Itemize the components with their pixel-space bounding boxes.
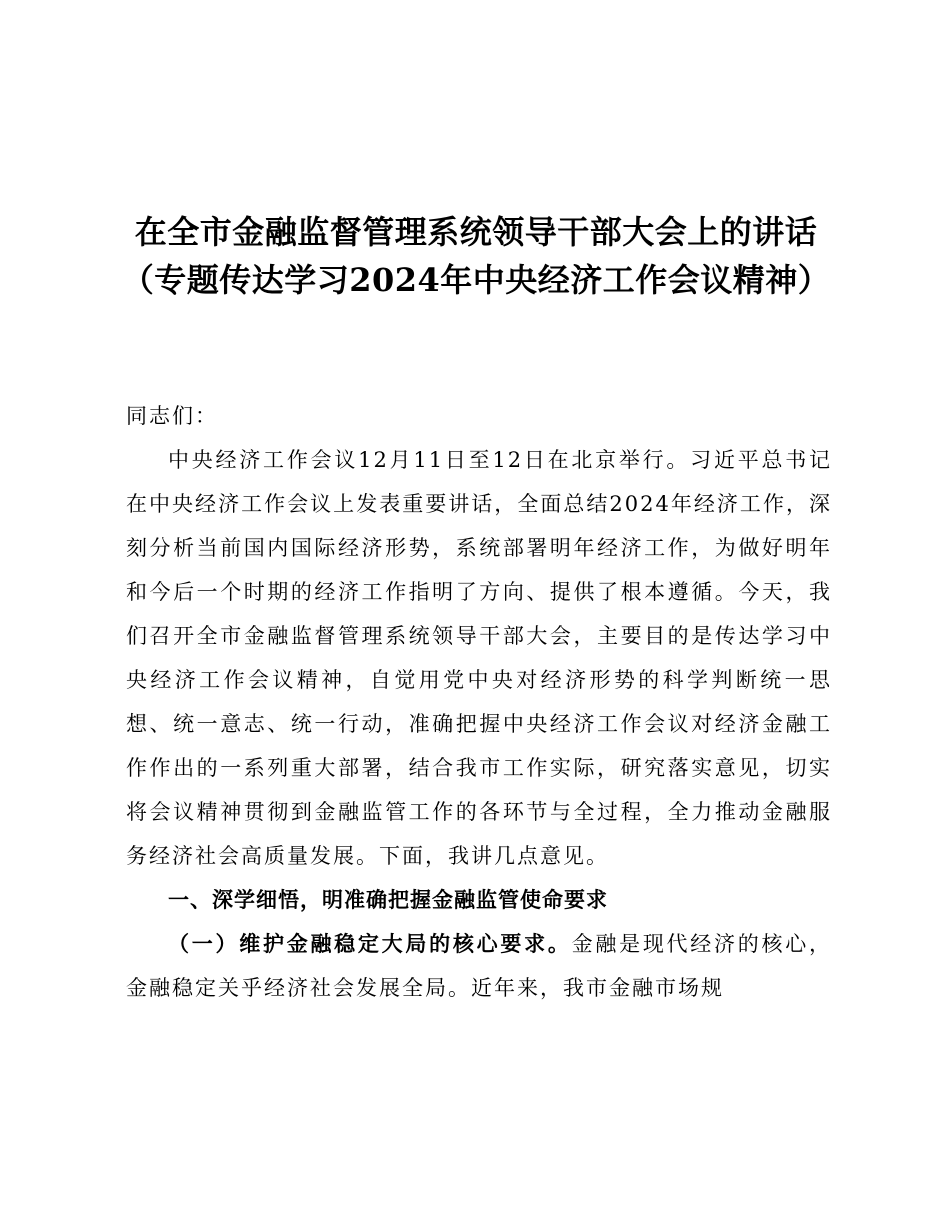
greeting: 同志们： (126, 404, 218, 428)
subsection-heading: （一）维护金融稳定大局的核心要求。 (168, 931, 572, 956)
document-title: 在全市金融监督管理系统领导干部大会上的讲话（专题传达学习2024年中央经济工作会议精神） (121, 213, 831, 299)
section-heading: 一、深学细悟，明准确把握金融监管使命要求 (168, 888, 608, 912)
document-body (126, 394, 832, 1010)
subsection-paragraph (126, 922, 832, 1010)
intro-paragraph: 中央经济工作会议12月11日至12日在北京举行。习近平总书记在中央经济工作会议上发表重要讲话，全面总结2024年经济工作，深刻分析当前国内国际经济形势，系统部署明年经济工作，为做好明年和今后一个时期的经济工作指明了方向、提供了根本遵循。今天，我们召开全市金融监督管理系统领导干部大会，主要目的是传达学习中央经济工作会议精神，自觉用党中央对经济形势的科学判断统一思想、统一意志、统一行动，准确把握中央经济工作会议对经济金融工作作出的一系列重大部署，结合我市工作实际，研究落实意见，切实将会议精神贯彻到金融监管工作的各环节与全过程，全力推动金融服务经济社会高质量发展。下面，我讲几点意见。 (126, 448, 832, 868)
subsection-text: 金融是现代经济的核心，金融稳定关乎经济社会发展全局。近年来，我市金融市场规 (126, 932, 833, 1000)
